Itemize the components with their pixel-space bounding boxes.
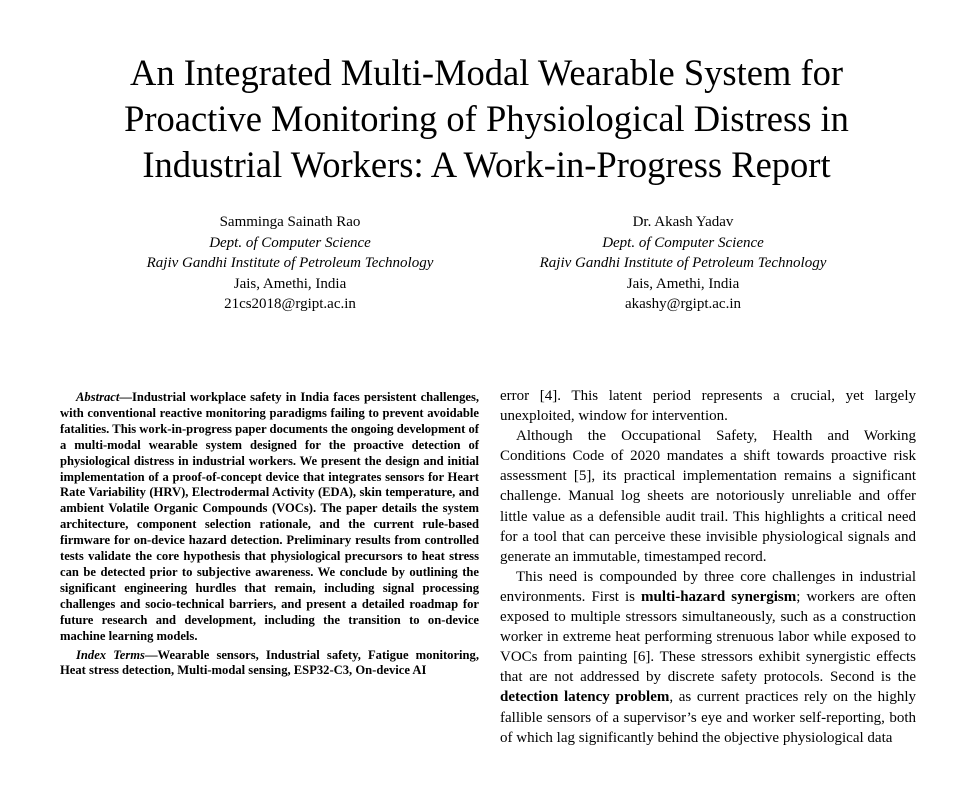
abstract xyxy=(60,390,479,645)
right-column xyxy=(500,386,916,748)
title-line: Industrial Workers: A Work-in-Progress Report xyxy=(142,144,831,185)
author-email: 21cs2018@rgipt.ac.in xyxy=(224,296,356,313)
abstract-separator: — xyxy=(119,390,132,404)
paper-title xyxy=(40,50,933,188)
author-block-1 xyxy=(110,212,470,315)
body-paragraph xyxy=(500,567,916,748)
author-department: Dept. of Computer Science xyxy=(209,234,371,251)
author-name: Dr. Akash Yadav xyxy=(632,214,734,230)
body-text: , as current practices rely on the highly fallible sensors of a supervisor’s eye and worker self-reporting, both of which lag significantly behind the objective physiological data xyxy=(500,689,916,746)
index-terms-label: Index Terms xyxy=(76,647,145,662)
title-line: An Integrated Multi-Modal Wearable System for xyxy=(129,52,843,93)
author-block-2 xyxy=(503,212,863,315)
abstract-label: Abstract xyxy=(76,390,120,404)
index-terms-text: Wearable sensors, Industrial safety, Fatigue monitoring, Heat stress detection, Multi-modal sensing, ESP32-C3, On-device AI xyxy=(60,647,479,678)
body-text: ; workers are often exposed to multiple stressors simultaneously, such as a construction worker in extreme heat performing strenuous labor while exposed to VOCs from painting [6]. These stressors exhibit synergistic effects that are not addressed by discrete safety protocols. Second is the xyxy=(500,588,916,686)
author-institute: Rajiv Gandhi Institute of Petroleum Technology xyxy=(539,255,827,272)
emphasis-term: detection latency problem xyxy=(500,689,670,706)
author-institute: Rajiv Gandhi Institute of Petroleum Technology xyxy=(146,255,434,272)
author-name: Samminga Sainath Rao xyxy=(219,214,361,230)
author-location: Jais, Amethi, India xyxy=(626,275,740,292)
emphasis-term: multi-hazard synergism xyxy=(641,588,797,605)
body-paragraph: Although the Occupational Safety, Health and Working Conditions Code of 2020 mandates a shift towards proactive risk assessment [5], its practical implementation remains a significant challenge. Manual log sheets are notoriously unreliable and offer little value as a defensible audit trail. This highlights a critical need for a tool that can perceive these invisible physiological signals and generate an immutable, timestamped record. xyxy=(500,428,916,565)
index-terms xyxy=(60,648,479,680)
body-text: This need is compounded by three core challenges in industrial environments. First is xyxy=(500,568,916,605)
author-email: akashy@rgipt.ac.in xyxy=(624,296,741,313)
index-terms-separator: — xyxy=(144,647,158,662)
author-location: Jais, Amethi, India xyxy=(233,275,347,292)
title-line: Proactive Monitoring of Physiological Distress in xyxy=(124,98,849,139)
author-department: Dept. of Computer Science xyxy=(602,234,764,251)
abstract-text: Industrial workplace safety in India faces persistent challenges, with conventional reactive monitoring paradigms failing to prevent avoidable fatalities. This work-in-progress paper documents the ongoing development of a multi-modal wearable system designed for the proactive detection of physiological distress in industrial workers. We present the design and initial implementation of a proof-of-concept device that integrates sensors for Heart Rate Variability (HRV), Electrodermal Activity (EDA), skin temperature, and ambient Volatile Organic Compounds (VOCs). The paper details the system architecture, component selection rationale, and the current rule-based firmware for on-device hazard detection. Preliminary results from controlled tests validate the core hypothesis that physiological precursors to heat stress can be detected prior to subjective awareness. We conclude by outlining the significant engineering hurdles that remain, including signal processing challenges and socio-technical barriers, and present a detailed roadmap for future research and development, including the transition to on-device machine learning models. xyxy=(60,390,479,643)
body-paragraph: error [4]. This latent period represents a crucial, yet largely unexploited, window for intervention. xyxy=(500,388,916,425)
left-column xyxy=(60,390,479,679)
